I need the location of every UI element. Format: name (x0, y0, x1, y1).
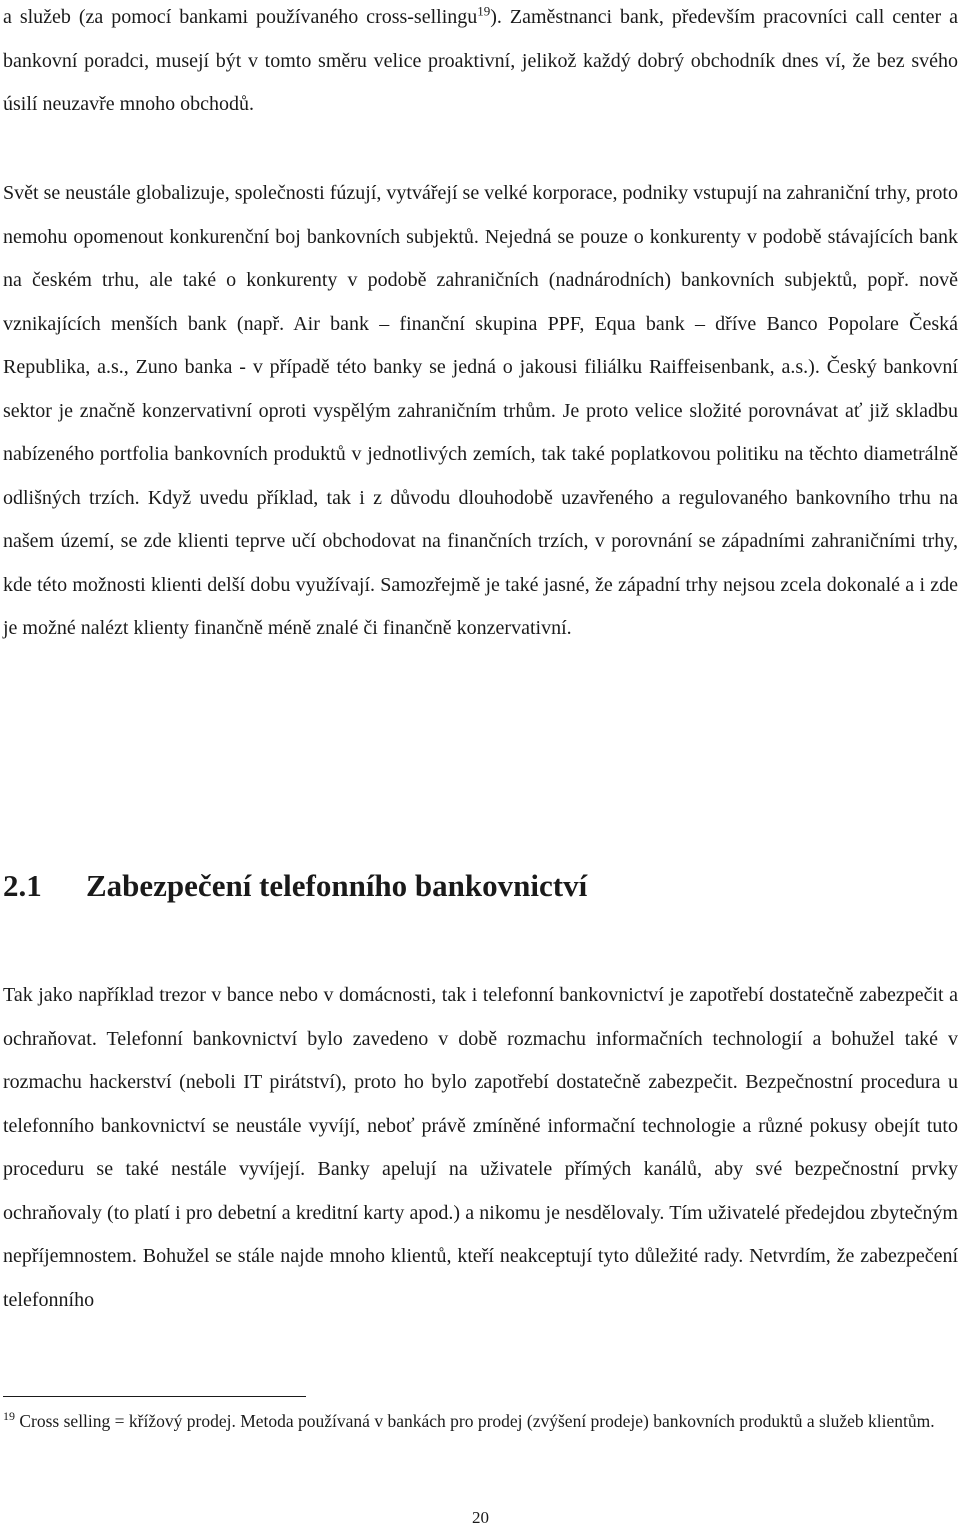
section-title: Zabezpečení telefonního bankovnictví (86, 868, 588, 903)
section-number: 2.1 (3, 868, 42, 903)
footnote-marker: 19 (3, 1409, 15, 1424)
paragraph-3: Tak jako například trezor v bance nebo v domácnosti, tak i telefonní bankovnictví je zapotřebí dostatečně zabezpečit a ochraňovat. Telefonní bankovnictví bylo zavedeno v době rozmachu informačních technologií a bohužel také v rozmachu hackerství (neboli IT pirátství), proto ho bylo zapotřebí dostatečně zabezpečit. Bezpečnostní procedura u telefonního bankovnictví se neustále vyvíjí, neboť právě zmíněné informační technologie a různé pokusy obejít tuto proceduru se také nestále vyvíjejí. Banky apelují na uživatele přímých kanálů, aby své bezpečnostní prvky ochraňovaly (to platí i pro debetní a kreditní karty apod.) a nikomu je nesdělovaly. Tím uživatelé předejdou zbytečným nepříjemnostem. Bohužel se stále najde mnoho klientů, kteří neakceptují tyto důležité rady. Netvrdím, že zabezpečení telefonního (3, 984, 958, 1311)
section-heading (3, 868, 958, 904)
footnote-reference-19: 19 (477, 3, 491, 19)
paragraph-1-text-before-ref: a služeb (za pomocí bankami používaného cross-sellingu (3, 6, 478, 28)
paragraph-1-text-after-ref: ). Zaměstnanci bank, především pracovníci call center a bankovní poradci, musejí být v tomto směru velice proaktivní, jelikož každý dobrý obchodník dnes ví, že bez svého úsilí neuzavře mnoho obchodů. (3, 6, 958, 115)
footnote-separator (3, 1396, 306, 1397)
footnote-text: Cross selling = křížový prodej. Metoda používaná v bankách pro prodej (zvýšení prodeje) bankovních produktů a služeb klientům. (19, 1411, 935, 1431)
paragraph-1 (3, 0, 958, 127)
paragraph-2: Svět se neustále globalizuje, společnosti fúzují, vytvářejí se velké korporace, podniky vstupují na zahraniční trhy, proto nemohu opomenout konkurenční boj bankovních subjektů. Nejedná se pouze o konkurenty v podobě stávajících bank na českém trhu, ale také o konkurenty v podobě zahraničních (nadnárodních) bankovních subjektů, popř. nově vznikajících menších bank (např. Air bank – finanční skupina PPF, Equa bank – dříve Banco Popolare Česká Republika, a.s., Zuno banka - v případě této banky se jedná o jakousi filiálku Raiffeisenbank, a.s.). Český bankovní sektor je značně konzervativní oproti vyspělým zahraničním trhům. Je proto velice složité porovnávat ať již skladbu nabízeného portfolia bankovních produktů v jednotlivých zemích, tak také poplatkovou politiku na těchto diametrálně odlišných trzích. Když uvedu příklad, tak i z důvodu dlouhodobě uzavřeného a regulovaného bankovního trhu na našem území, se zde klienti teprve učí obchodovat na finančních trzích, v porovnání se západními zahraničními trhy, kde této možnosti klienti delší dobu využívají. Samozřejmě je také jasné, že západní trhy nejsou zcela dokonalé a i zde je možné nalézt klienty finančně méně znalé či finančně konzervativní. (3, 182, 958, 639)
page-number: 20 (472, 1508, 489, 1527)
footnote (3, 1404, 958, 1439)
